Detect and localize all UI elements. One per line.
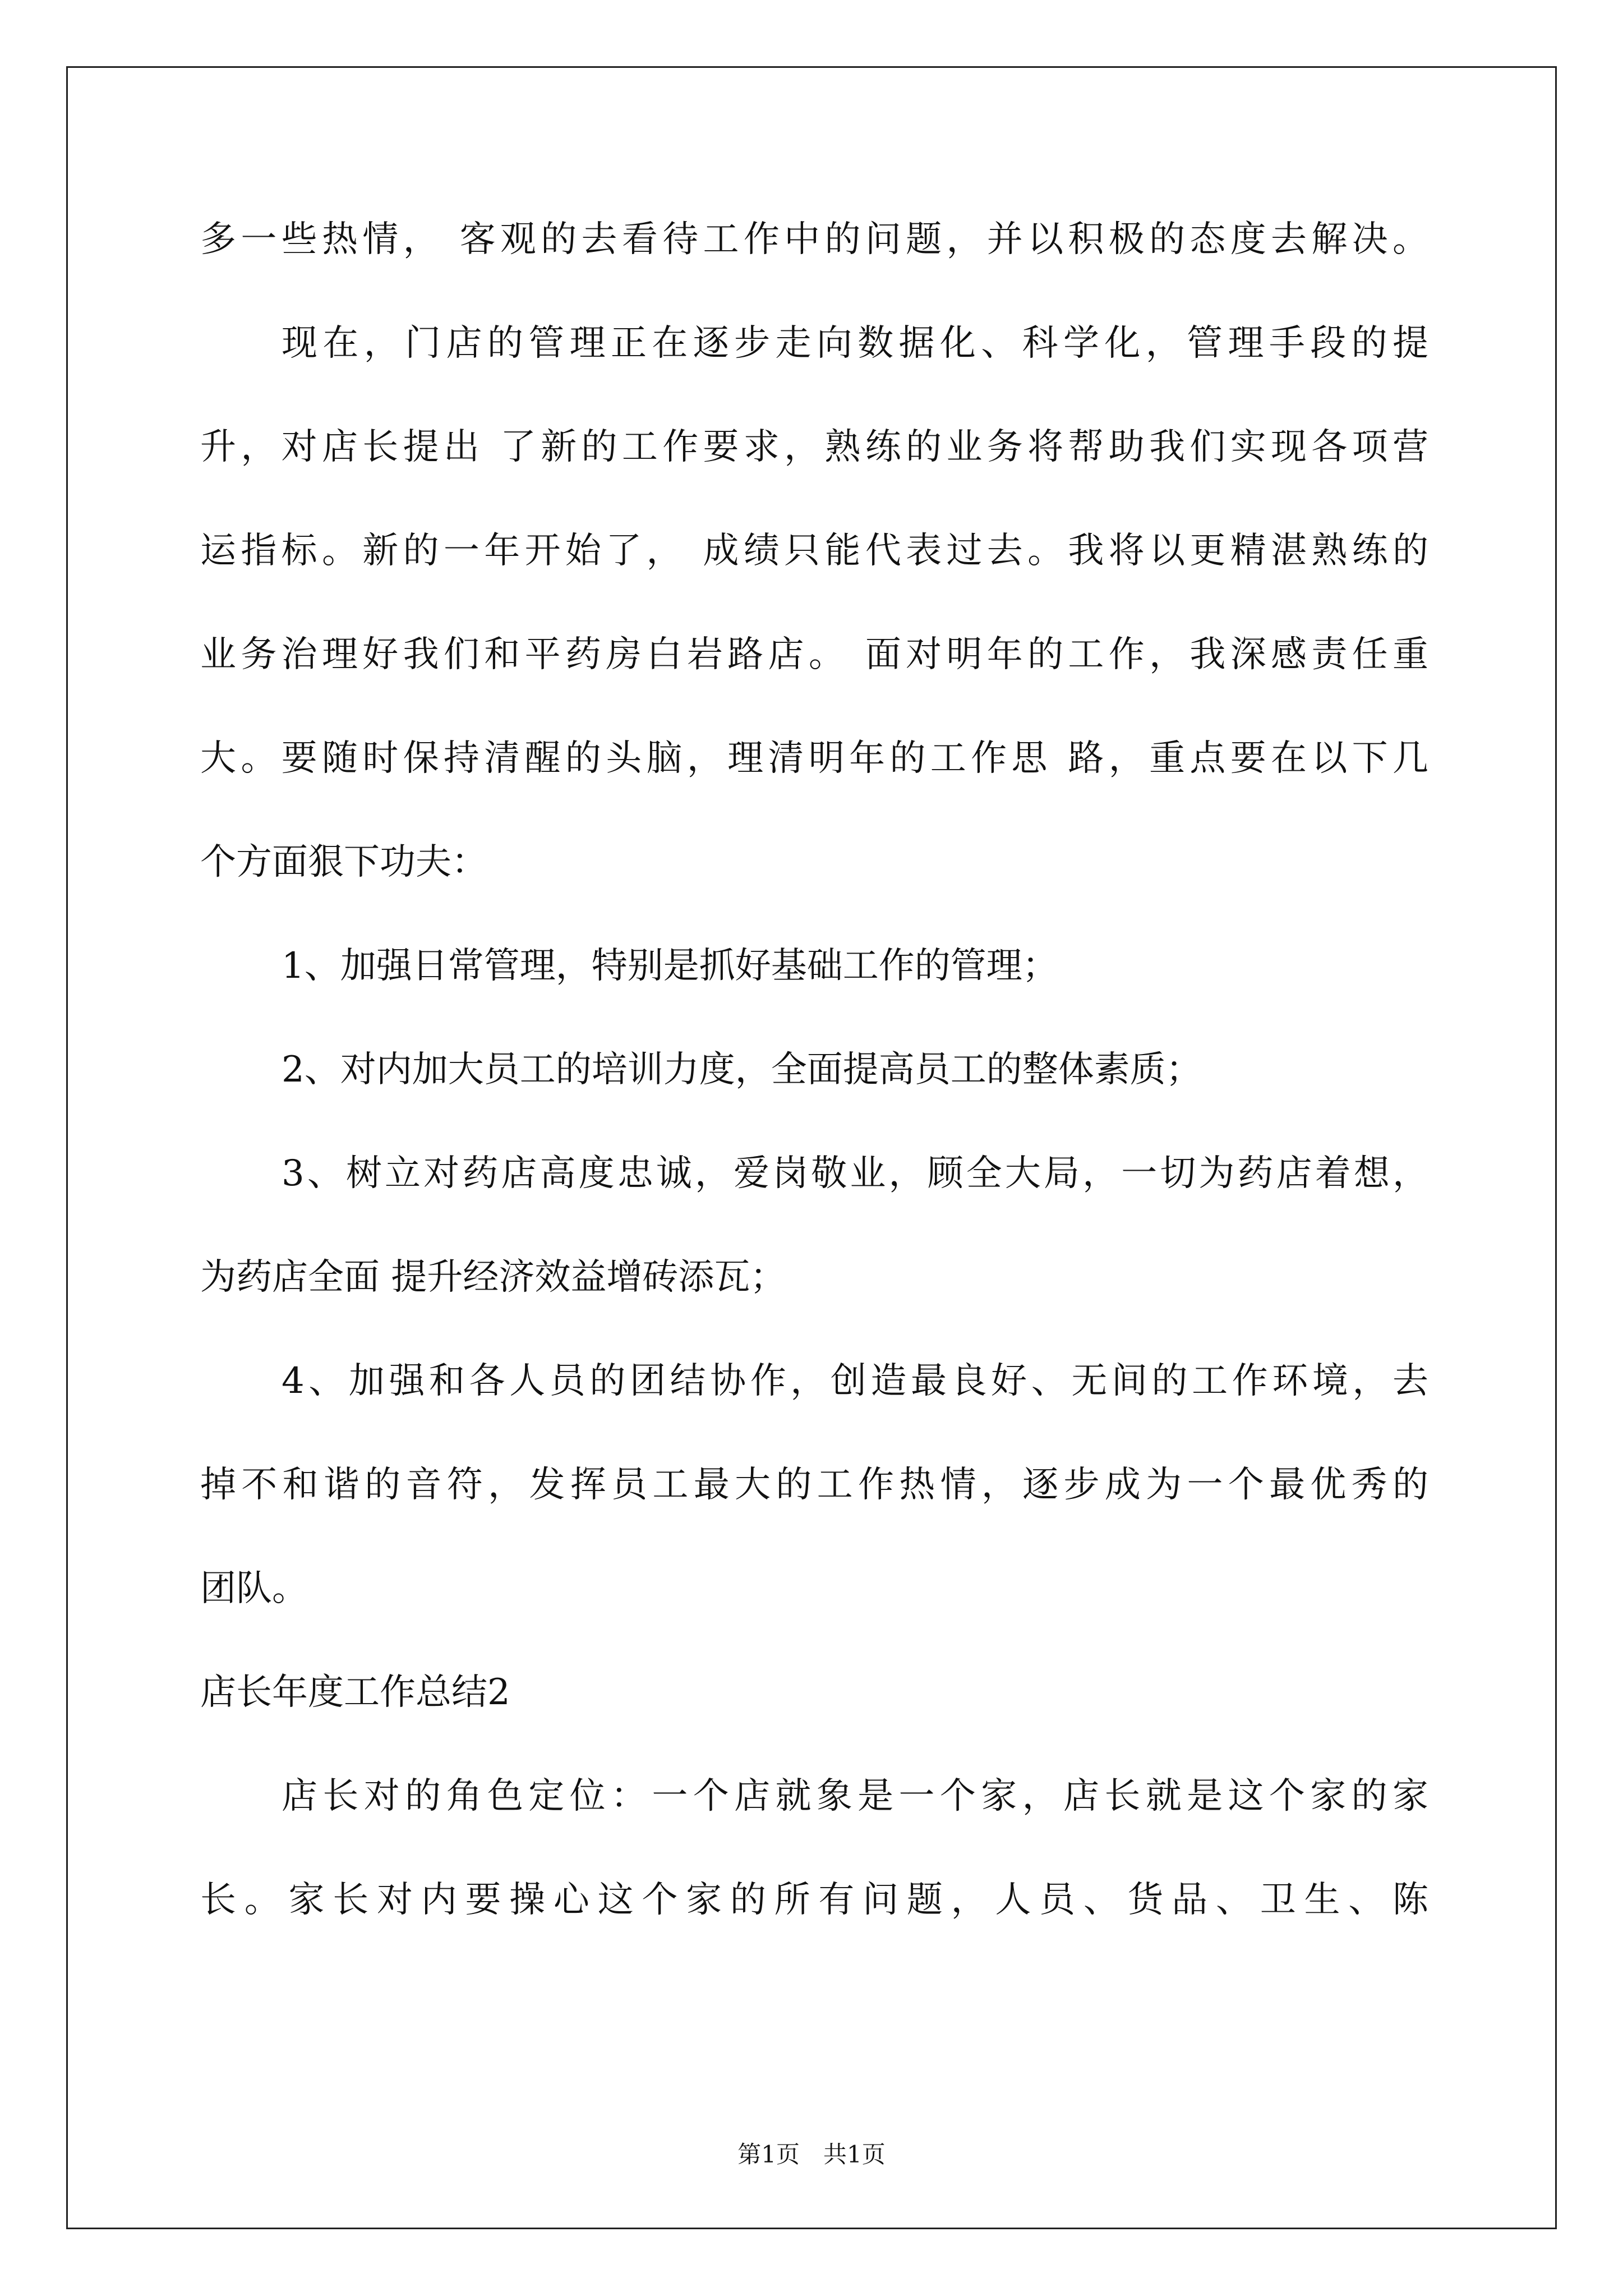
section-heading: 店长年度工作总结2 <box>200 1672 510 1713</box>
list-item: 3、树立对药店高度忠诚，爱岗敬业，顾全大局，一切为药店着想， <box>282 1153 1428 1194</box>
list-item-continuation: 团队。 <box>200 1568 308 1609</box>
paragraph-line: 业务治理好我们和平药房白岩路店。 面对明年的工作，我深感责任重 <box>200 634 1428 675</box>
list-item: 4、加强和各人员的团结协作，创造最良好、无间的工作环境，去 <box>282 1360 1428 1402</box>
paragraph-line: 运指标。新的一年开始了， 成绩只能代表过去。我将以更精湛熟练的 <box>200 530 1428 572</box>
list-item: 2、对内加大员工的培训力度，全面提高员工的整体素质； <box>282 1049 1202 1091</box>
paragraph-line: 个方面狠下功夫： <box>200 841 487 883</box>
list-item: 1、加强日常管理，特别是抓好基础工作的管理； <box>282 945 1058 987</box>
list-item-continuation: 掉不和谐的音符，发挥员工最大的工作热情，逐步成为一个最优秀的 <box>200 1464 1428 1506</box>
paragraph-line: 多一些热情， 客观的去看待工作中的问题，并以积极的态度去解决。 <box>200 219 1428 260</box>
paragraph-line: 升，对店长提出 了新的工作要求，熟练的业务将帮助我们实现各项营 <box>200 426 1428 468</box>
paragraph-line: 长。家长对内要操心这个家的所有问题，人员、货品、卫生、陈 <box>200 1879 1428 1921</box>
paragraph-line: 大。要随时保持清醒的头脑，理清明年的工作思 路，重点要在以下几 <box>200 738 1428 779</box>
list-item-continuation: 为药店全面 提升经济效益增砖添瓦； <box>200 1257 786 1298</box>
paragraph-line: 现在，门店的管理正在逐步走向数据化、科学化，管理手段的提 <box>282 323 1428 364</box>
paragraph-line: 店长对的角色定位：一个店就象是一个家，店长就是这个家的家 <box>282 1775 1428 1817</box>
page-number-footer: 第1页 共1页 <box>737 2141 886 2168</box>
